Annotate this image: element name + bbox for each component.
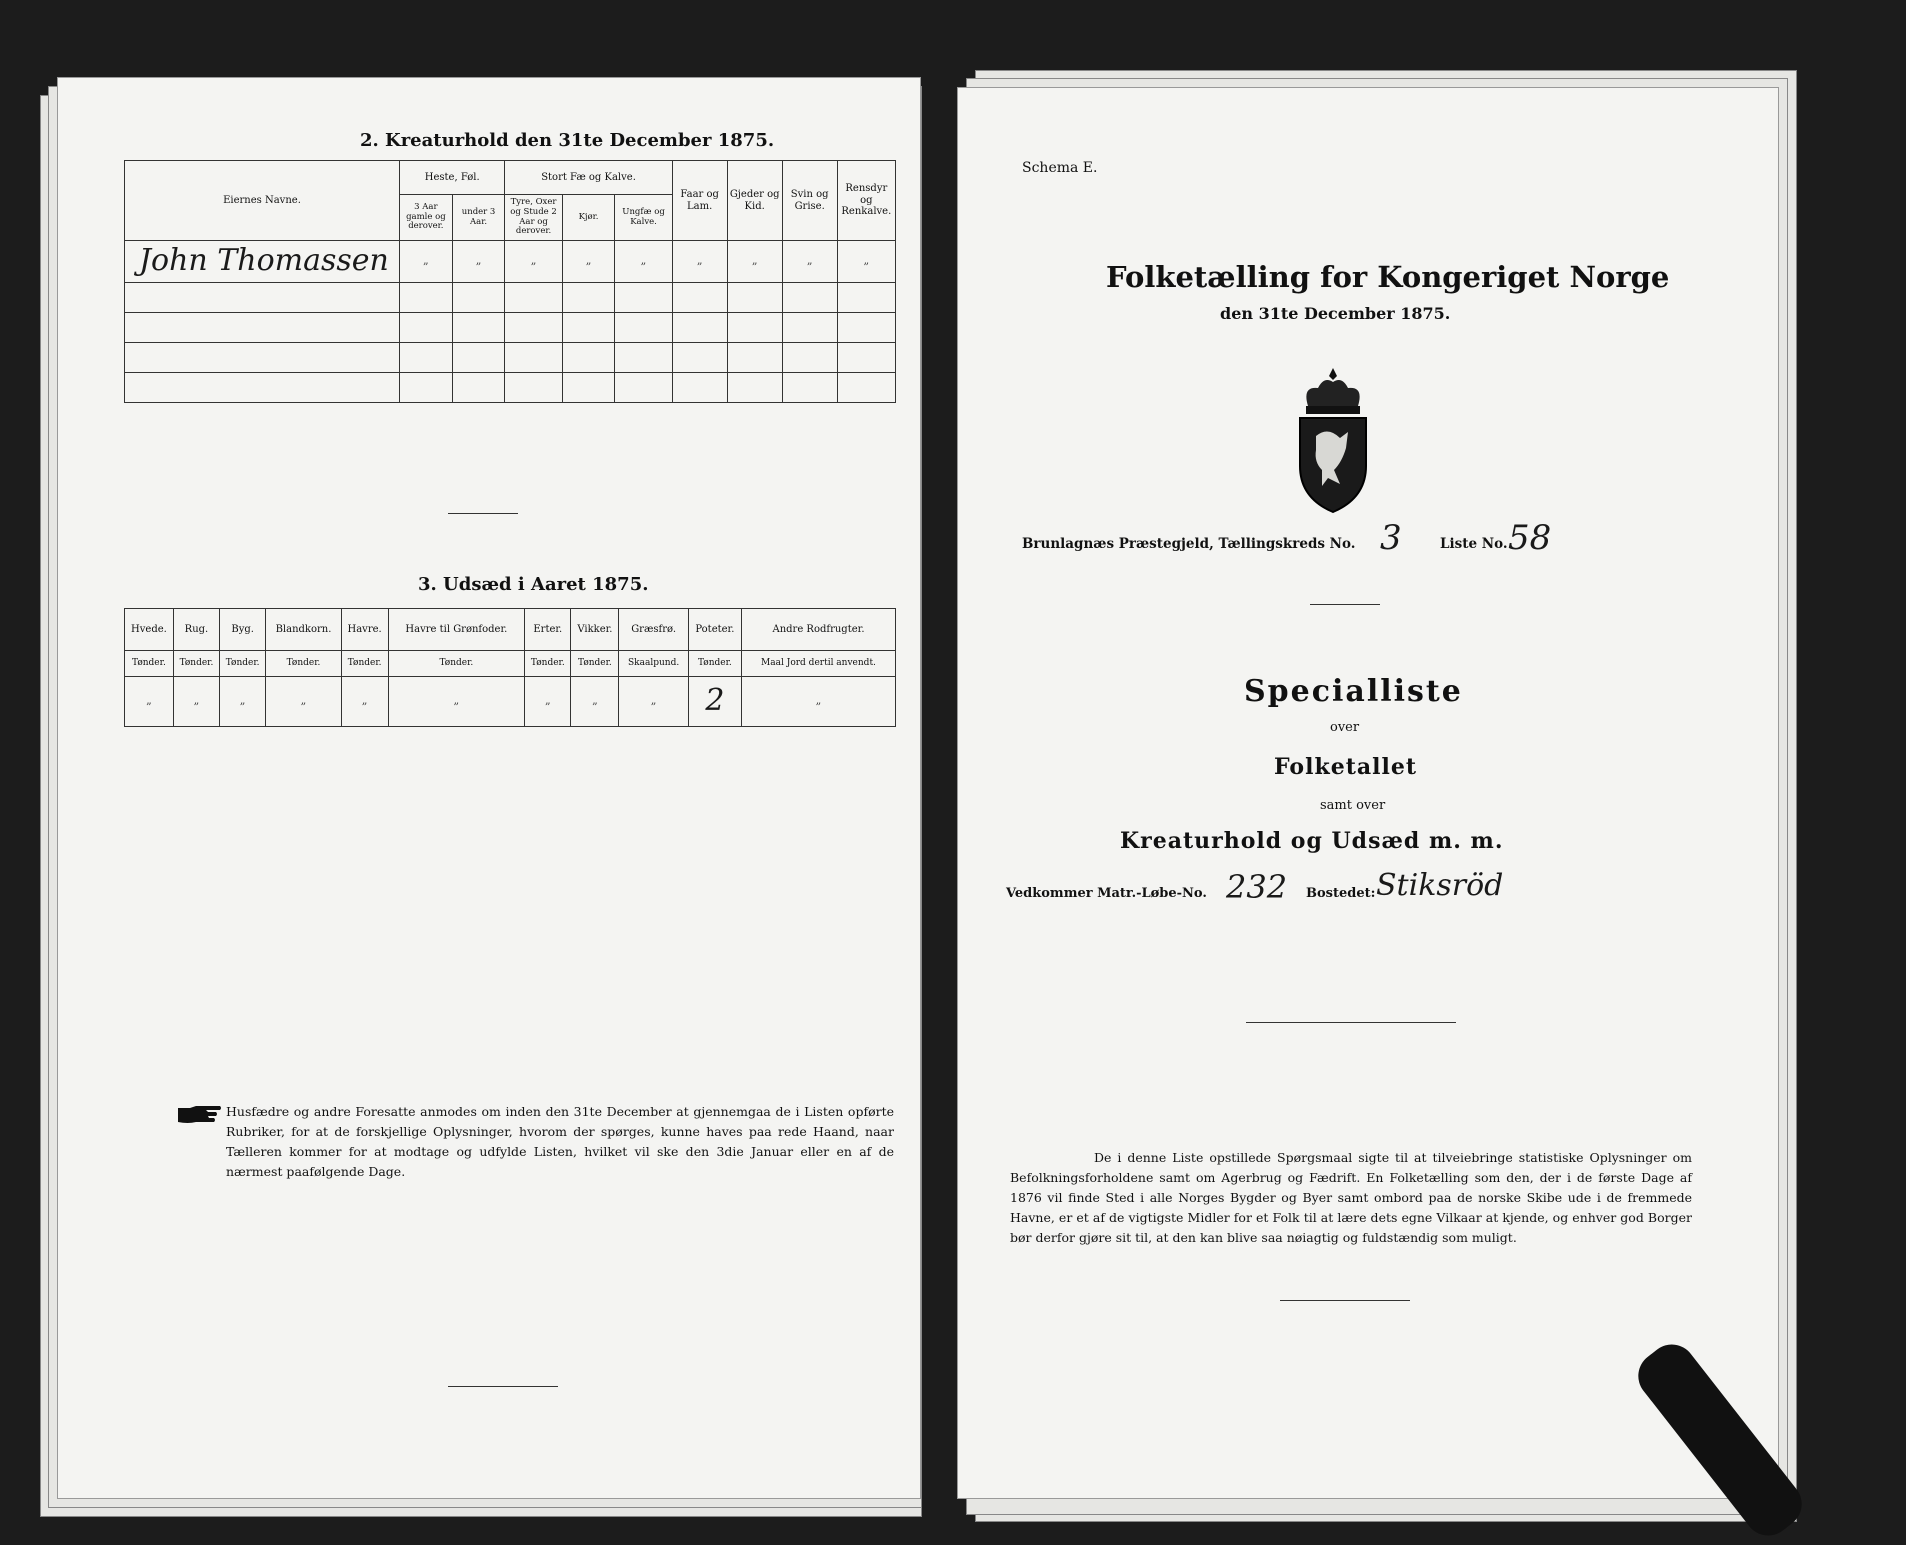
sowing-value-cell: „ bbox=[571, 677, 619, 727]
short-divider bbox=[448, 513, 518, 514]
table-row bbox=[125, 313, 896, 343]
horses-old-header: 3 Aar gamle og derover. bbox=[400, 195, 453, 241]
sowing-col-header: Hvede. bbox=[125, 609, 174, 651]
dash-cell: „ bbox=[615, 241, 672, 283]
table-row bbox=[125, 283, 896, 313]
cadastral-label: Vedkommer Matr.-Løbe-No. bbox=[1006, 886, 1207, 901]
left-page bbox=[58, 78, 920, 1498]
sowing-col-header: Havre. bbox=[341, 609, 388, 651]
sowing-col-header: Poteter. bbox=[688, 609, 741, 651]
residence-name: Stiksröd bbox=[1376, 868, 1504, 903]
section2-title: 2. Kreaturhold den 31te December 1875. bbox=[360, 130, 775, 151]
sowing-col-header: Andre Rodfrugter. bbox=[741, 609, 895, 651]
cadastral-number: 232 bbox=[1226, 868, 1288, 906]
sowing-col-unit: Tønder. bbox=[688, 651, 741, 677]
pointing-hand-icon bbox=[176, 1104, 222, 1130]
sowing-col-unit: Tønder. bbox=[388, 651, 525, 677]
over-text-1: over bbox=[1330, 720, 1360, 735]
sowing-value-cell: „ bbox=[341, 677, 388, 727]
sowing-col-unit: Tønder. bbox=[125, 651, 174, 677]
dash-cell: „ bbox=[782, 241, 837, 283]
census-title: Folketælling for Kongeriget Norge bbox=[1106, 260, 1670, 294]
dash-cell: „ bbox=[727, 241, 782, 283]
horses-young-header: under 3 Aar. bbox=[452, 195, 505, 241]
samt-over-text: samt over bbox=[1320, 798, 1386, 813]
specialliste-heading: Specialliste bbox=[1244, 674, 1463, 709]
table-row bbox=[125, 343, 896, 373]
reindeer-header: Rensdyr og Renkalve. bbox=[837, 161, 895, 241]
dash-cell: „ bbox=[505, 241, 562, 283]
householder-notice: Husfædre og andre Foresatte anmodes om inden den 31te December at gjennemgaa de i Listen opførte Rubriker, for at de forskjellige Oplysninger, hvorom der spørges, kunne haves paa rede Haand, naar Tælleren kommer for at modtage og udfylde Listen, hvilket vil ske den 3die Januar eller en af de nærmest paafølgende Dage. bbox=[226, 1104, 894, 1179]
sowing-col-unit: Tønder. bbox=[571, 651, 619, 677]
sowing-col-header: Rug. bbox=[173, 609, 219, 651]
cows-header: Kjør. bbox=[562, 195, 615, 241]
section3-title: 3. Udsæd i Aaret 1875. bbox=[418, 574, 649, 595]
sowing-col-unit: Tønder. bbox=[341, 651, 388, 677]
list-label: Liste No. bbox=[1440, 536, 1508, 552]
census-date: den 31te December 1875. bbox=[1220, 304, 1451, 323]
bulls-header: Tyre, Oxer og Stude 2 Aar og derover. bbox=[505, 195, 562, 241]
sowing-col-header: Vikker. bbox=[571, 609, 619, 651]
young-cattle-header: Ungfæ og Kalve. bbox=[615, 195, 672, 241]
dash-cell: „ bbox=[837, 241, 895, 283]
cattle-group-header: Stort Fæ og Kalve. bbox=[505, 161, 672, 195]
sowing-col-header: Byg. bbox=[220, 609, 266, 651]
owner-name-header: Eiernes Navne. bbox=[125, 161, 400, 241]
sowing-value-cell: „ bbox=[525, 677, 571, 727]
sowing-value-cell: „ bbox=[125, 677, 174, 727]
sowing-table bbox=[124, 608, 896, 727]
livestock-sowing-heading: Kreaturhold og Udsæd m. m. bbox=[1120, 828, 1504, 854]
sowing-value-cell: „ bbox=[173, 677, 219, 727]
pigs-header: Svin og Grise. bbox=[782, 161, 837, 241]
sowing-col-header: Havre til Grønfoder. bbox=[388, 609, 525, 651]
norway-coat-of-arms-icon bbox=[1288, 366, 1378, 518]
bottom-divider bbox=[448, 1386, 558, 1387]
horses-group-header: Heste, Føl. bbox=[400, 161, 505, 195]
sowing-value-cell: „ bbox=[220, 677, 266, 727]
sowing-value-cell: 2 bbox=[688, 677, 741, 727]
sowing-col-unit: Tønder. bbox=[266, 651, 342, 677]
dash-cell: „ bbox=[672, 241, 727, 283]
sowing-col-unit: Tønder. bbox=[525, 651, 571, 677]
owner-name-handwritten: John Thomassen bbox=[139, 243, 389, 279]
folketallet-heading: Folketallet bbox=[1274, 754, 1417, 780]
purpose-paragraph: De i denne Liste opstillede Spørgsmaal sigte til at tilveiebringe statistiske Oplysninger om Befolkningsforholdene samt om Agerbrug og Fædrift. En Folketælling som den, der i de første Dage af 1876 vil finde Sted i alle Norges Bygder og Byer samt ombord paa de norske Skibe ude i de fremmede Havne, er et af de vigtigste Midler for et Folk til at lære dets egne Vilkaar at kjende, og enhver god Borger bør derfor gjøre sit til, at den kan blive saa nøiagtig og fuldstændig som muligt. bbox=[1010, 1150, 1692, 1245]
sowing-col-unit: Tønder. bbox=[173, 651, 219, 677]
sowing-col-unit: Maal Jord dertil anvendt. bbox=[741, 651, 895, 677]
dash-cell: „ bbox=[400, 241, 453, 283]
dash-cell: „ bbox=[562, 241, 615, 283]
mid-divider bbox=[1246, 1022, 1456, 1023]
table-row bbox=[125, 241, 896, 283]
right-page bbox=[958, 88, 1778, 1498]
sheep-header: Faar og Lam. bbox=[672, 161, 727, 241]
dash-cell: „ bbox=[452, 241, 505, 283]
bottom-divider bbox=[1280, 1300, 1410, 1301]
sowing-col-unit: Tønder. bbox=[220, 651, 266, 677]
sowing-col-header: Græsfrø. bbox=[619, 609, 688, 651]
goats-header: Gjeder og Kid. bbox=[727, 161, 782, 241]
sowing-col-header: Erter. bbox=[525, 609, 571, 651]
table-row bbox=[125, 373, 896, 403]
sowing-value-cell: „ bbox=[741, 677, 895, 727]
short-divider bbox=[1310, 604, 1380, 605]
sowing-value-cell: „ bbox=[619, 677, 688, 727]
residence-label: Bostedet: bbox=[1306, 886, 1376, 901]
district-number: 3 bbox=[1380, 518, 1402, 558]
sowing-value-cell: „ bbox=[388, 677, 525, 727]
livestock-table bbox=[124, 160, 896, 403]
sowing-col-unit: Skaalpund. bbox=[619, 651, 688, 677]
parish-label: Brunlagnæs Præstegjeld, Tællingskreds No. bbox=[1022, 536, 1356, 552]
schema-label: Schema E. bbox=[1022, 160, 1098, 176]
sowing-value-cell: „ bbox=[266, 677, 342, 727]
list-number: 58 bbox=[1508, 518, 1552, 558]
sowing-col-header: Blandkorn. bbox=[266, 609, 342, 651]
